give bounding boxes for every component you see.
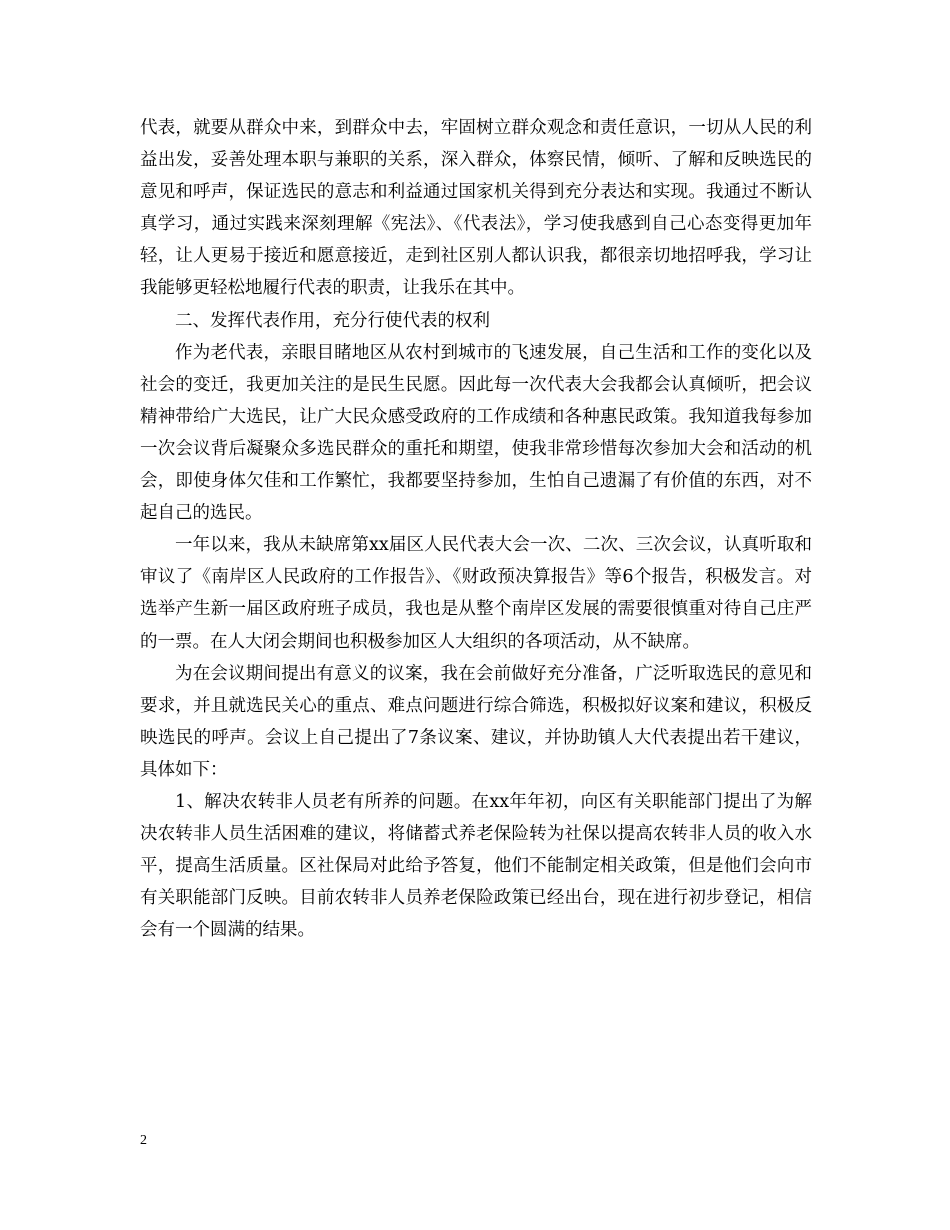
document-body <box>140 112 812 946</box>
paragraph: 为在会议期间提出有意义的议案，我在会前做好充分准备，广泛听取选民的意见和要求，并且就选民关心的重点、难点问题进行综合筛选，积极拟好议案和建议，积极反映选民的呼声。会议上自己提出了7条议案、建议，并协助镇人大代表提出若干建议，具体如下： <box>140 663 812 780</box>
paragraph: 一年以来，我从未缺席第xx届区人民代表大会一次、二次、三次会议，认真听取和审议了《南岸区人民政府的工作报告》、《财政预决算报告》等6个报告，积极发言。对选举产生新一届区政府班子成员，我也是从整个南岸区发展的需要很慎重对待自己庄严的一票。在人大闭会期间也积极参加区人大组织的各项活动，从不缺席。 <box>140 535 812 652</box>
paragraph: 作为老代表，亲眼目睹地区从农村到城市的飞速发展，自己生活和工作的变化以及社会的变迁，我更加关注的是民生民愿。因此每一次代表大会我都会认真倾听，把会议精神带给广大选民，让广大民众感受政府的工作成绩和各种惠民政策。我知道我每参加一次会议背后凝聚众多选民群众的重托和期望，使我非常珍惜每次参加大会和活动的机会，即使身体欠佳和工作繁忙，我都要坚持参加，生怕自己遗漏了有价值的东西，对不起自己的选民。 <box>140 342 812 524</box>
paragraph-continuation: 代表，就要从群众中来，到群众中去，牢固树立群众观念和责任意识，一切从人民的利益出发，妥善处理本职与兼职的关系，深入群众，体察民情，倾听、了解和反映选民的意见和呼声，保证选民的意志和利益通过国家机关得到充分表达和实现。我通过不断认真学习，通过实践来深刻理解《宪法》、《代表法》，学习使我感到自己心态变得更加年轻，让人更易于接近和愿意接近，走到社区别人都认识我，都很亲切地招呼我，学习让我能够更轻松地履行代表的职责，让我乐在其中。 <box>140 118 812 299</box>
list-item-paragraph: 1、解决农转非人员老有所养的问题。在xx年年初，向区有关职能部门提出了为解决农转非人员生活困难的建议，将储蓄式养老保险转为社保以提高农转非人员的收入水平，提高生活质量。区社保局对此给予答复，他们不能制定相关政策，但是他们会向市有关职能部门反映。目前农转非人员养老保险政策已经出台，现在进行初步登记，相信会有一个圆满的结果。 <box>140 791 812 941</box>
section-heading: 二、发挥代表作用，充分行使代表的权利 <box>175 310 490 331</box>
page-number: 2 <box>140 1133 147 1148</box>
